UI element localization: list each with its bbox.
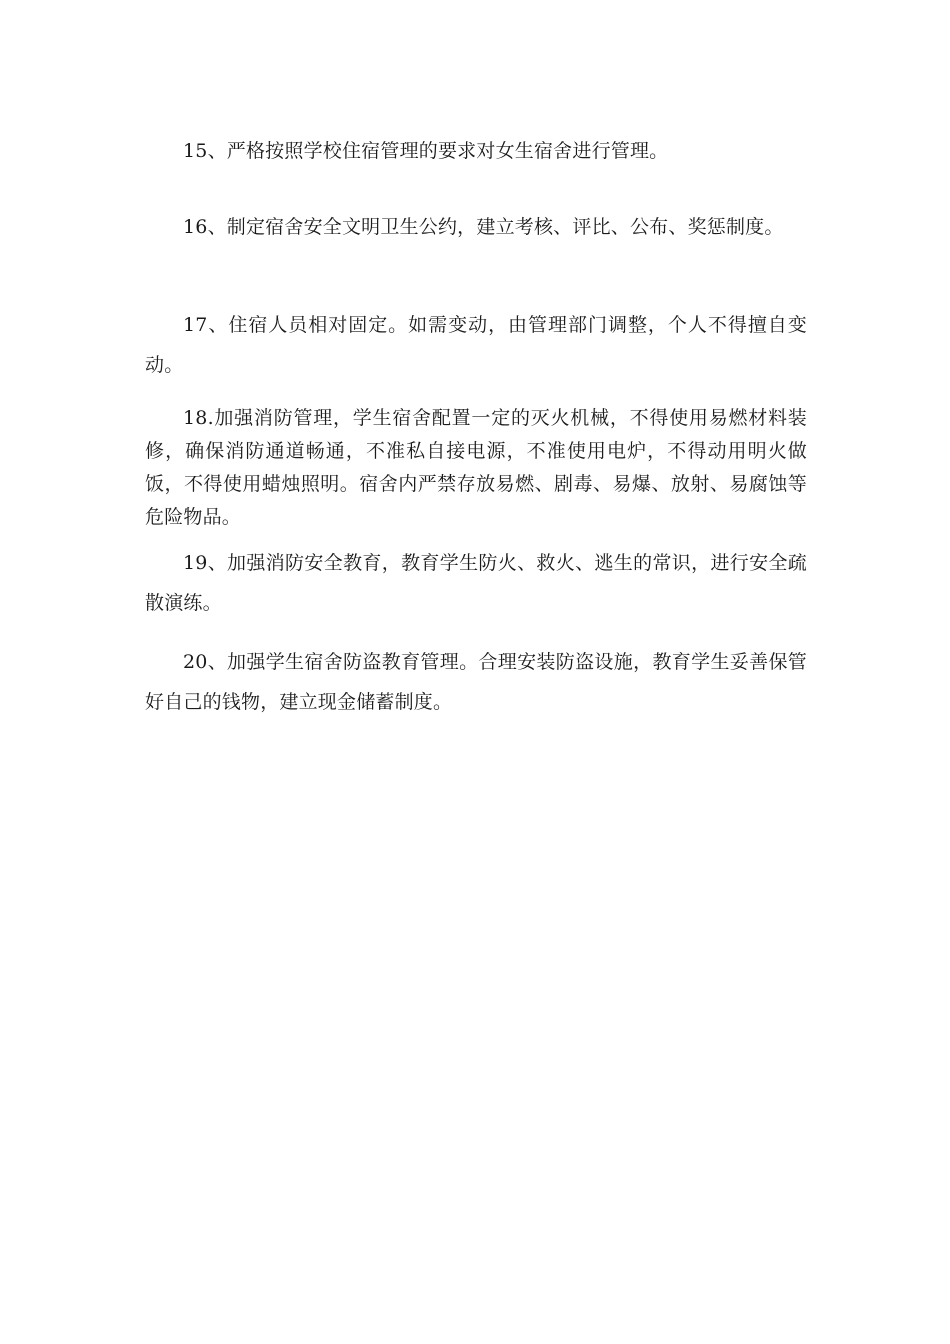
paragraph-19: 19、加强消防安全教育，教育学生防火、救火、逃生的常识，进行安全疏散演练。 — [145, 552, 807, 614]
paragraph-17: 17、住宿人员相对固定。如需变动，由管理部门调整，个人不得擅自变动。 — [145, 314, 807, 376]
paragraph-15: 15、严格按照学校住宿管理的要求对女生宿舍进行管理。 — [183, 140, 669, 162]
paragraph-18: 18.加强消防管理，学生宿舍配置一定的灭火机械，不得使用易燃材料装修，确保消防通道畅通，不准私自接电源，不准使用电炉，不得动用明火做饭，不得使用蜡烛照明。宿舍内严禁存放易燃、剧毒、易爆、放射、易腐蚀等危险物品。 — [145, 407, 807, 528]
paragraph-20: 20、加强学生宿舍防盗教育管理。合理安装防盗设施，教育学生妥善保管好自己的钱物，建立现金储蓄制度。 — [145, 651, 807, 713]
paragraph-16: 16、制定宿舍安全文明卫生公约，建立考核、评比、公布、奖惩制度。 — [183, 216, 784, 238]
